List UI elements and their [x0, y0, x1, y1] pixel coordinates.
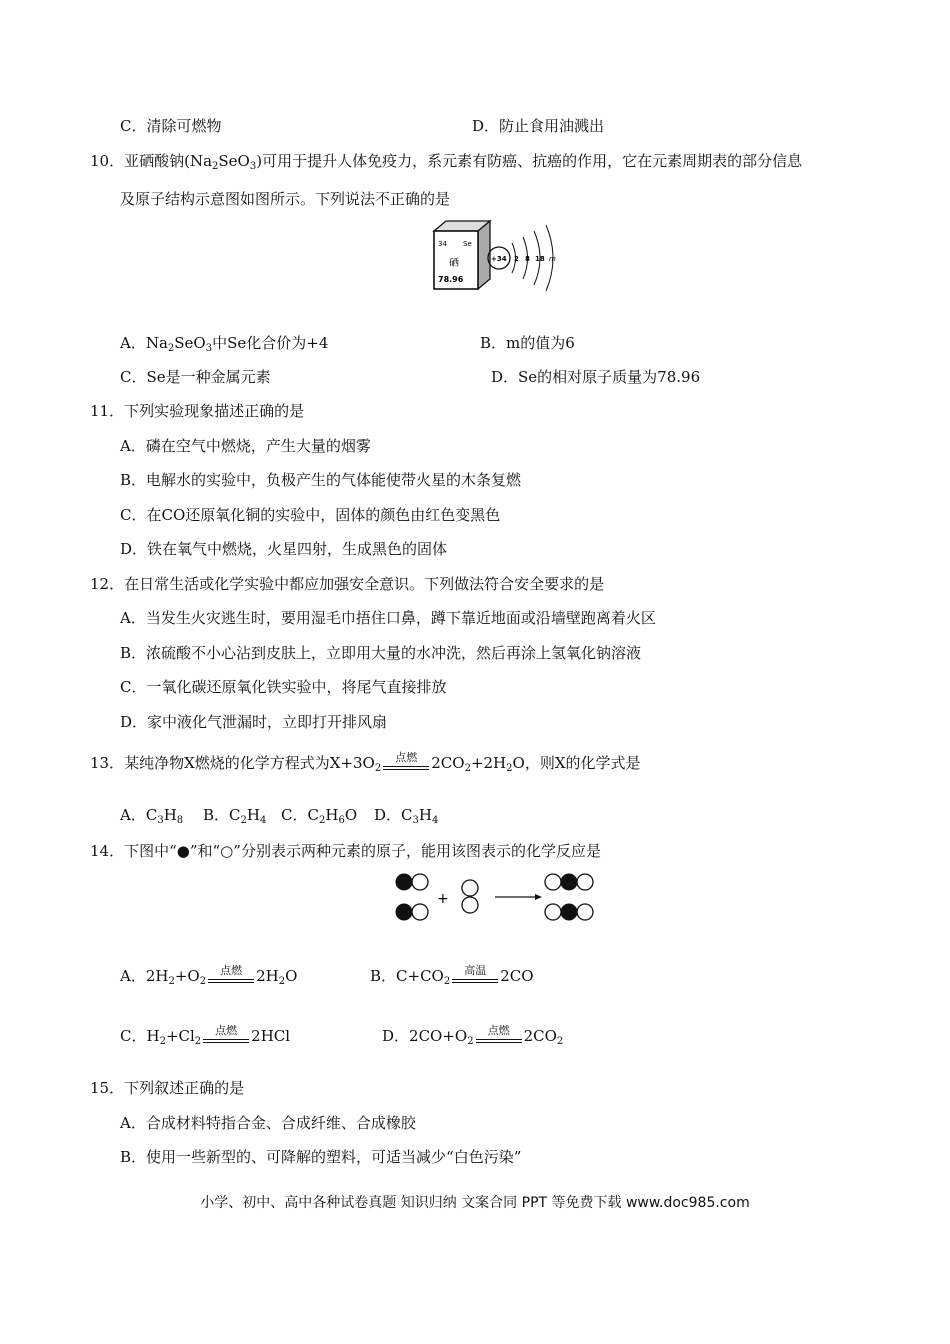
- q11-stem: 11．下列实验现象描述正确的是: [90, 402, 305, 420]
- q14-stem: 14．下图中“●”和“○”分别表示两种元素的原子，能用该图表示的化学反应是: [90, 842, 601, 860]
- atom-structure-diagram: [488, 225, 556, 291]
- element-name: 硒: [449, 258, 459, 269]
- q12-option-d: D．家中液化气泄漏时，立即打开排风扇: [120, 713, 388, 731]
- q10-option-b: B．m的值为6: [480, 334, 575, 352]
- atomic-mass: 78.96: [438, 275, 464, 284]
- q10-option-a: A．$Na_2SeO_3$中Se化合价为+4: [120, 334, 329, 354]
- product-molecules: [545, 874, 593, 920]
- q9-option-c: C．清除可燃物: [120, 117, 222, 135]
- q9-option-d: D．防止食用油溅出: [472, 117, 605, 135]
- element-symbol: Se: [463, 240, 472, 248]
- selenium-figure: [424, 215, 574, 295]
- q12-option-a: A．当发生火灾逃生时，要用湿毛巾捂住口鼻，蹲下靠近地面或沿墙壁跑离着火区: [120, 609, 656, 627]
- q14-option-d: D．$2CO+O_2$ 点燃 $2CO_2$: [382, 1024, 564, 1047]
- reaction-diagram: [390, 868, 605, 928]
- q11-option-a: A．磷在空气中燃烧，产生大量的烟雾: [120, 437, 371, 455]
- q13-option-a: A．$C_3H_8$: [120, 806, 184, 826]
- nucleus-charge: +34: [491, 255, 507, 263]
- q13-stem: 13．某纯净物X燃烧的化学方程式为$X+3O_2$ 点燃 $2CO_2+2H_2O$，则X的化学式是: [90, 751, 641, 774]
- page-footer: 小学、初中、高中各种试卷真题 知识归纳 文案合同 PPT 等免费下载 www.doc985.com: [200, 1195, 750, 1211]
- reaction-arrow: [495, 894, 542, 900]
- shell-3: 18: [535, 255, 545, 263]
- q14-option-c: C．$H_2+Cl_2$ 点燃 2HCl: [120, 1024, 291, 1047]
- q12-stem: 12．在日常生活或化学实验中都应加强安全意识。下列做法符合安全要求的是: [90, 575, 605, 593]
- plus-sign: +: [437, 891, 449, 907]
- shell-1: 2: [514, 255, 519, 263]
- q12-option-c: C．一氧化碳还原氧化铁实验中，将尾气直接排放: [120, 678, 447, 696]
- reaction-condition: 点燃: [381, 753, 431, 773]
- q14-option-a: A．$2H_2+O_2$ 点燃 $2H_2O$: [120, 964, 298, 987]
- periodic-table-cell: [434, 221, 490, 289]
- q10-stem-line2: 及原子结构示意图如图所示。下列说法不正确的是: [120, 190, 451, 208]
- q13-option-b: B．$C_2H_4$: [203, 806, 267, 826]
- q13-option-d: D．$C_3H_4$: [374, 806, 439, 826]
- q11-option-c: C．在CO还原氧化铜的实验中，固体的颜色由红色变黑色: [120, 506, 501, 524]
- reactant-diatomic: [462, 880, 478, 913]
- q14-option-b: B．$C+CO_2$ 高温 2CO: [370, 964, 534, 987]
- q15-stem: 15．下列叙述正确的是: [90, 1079, 245, 1097]
- q11-option-b: B．电解水的实验中，负极产生的气体能使带火星的木条复燃: [120, 471, 522, 489]
- q10-option-c: C．Se是一种金属元素: [120, 368, 271, 386]
- shell-2: 8: [525, 255, 530, 263]
- q12-option-b: B．浓硫酸不小心沾到皮肤上，立即用大量的水冲洗，然后再涂上氢氧化钠溶液: [120, 644, 642, 662]
- q10-stem-line1: 10．亚硒酸钠$(Na_2SeO_3)$可用于提升人体免疫力，系元素有防癌、抗癌的作用，它在元素周期表的部分信息: [90, 152, 803, 172]
- atomic-number: 34: [438, 240, 447, 248]
- q11-option-d: D．铁在氧气中燃烧，火星四射，生成黑色的固体: [120, 540, 448, 558]
- reactant-molecules: [396, 874, 428, 920]
- q15-option-a: A．合成材料特指合金、合成纤维、合成橡胶: [120, 1114, 416, 1132]
- q13-option-c: C．$C_2H_6O$: [281, 806, 358, 826]
- q10-option-d: D．Se的相对原子质量为78.96: [491, 368, 701, 386]
- shell-4: m: [549, 255, 556, 263]
- q15-option-b: B．使用一些新型的、可降解的塑料，可适当减少“白色污染”: [120, 1148, 522, 1166]
